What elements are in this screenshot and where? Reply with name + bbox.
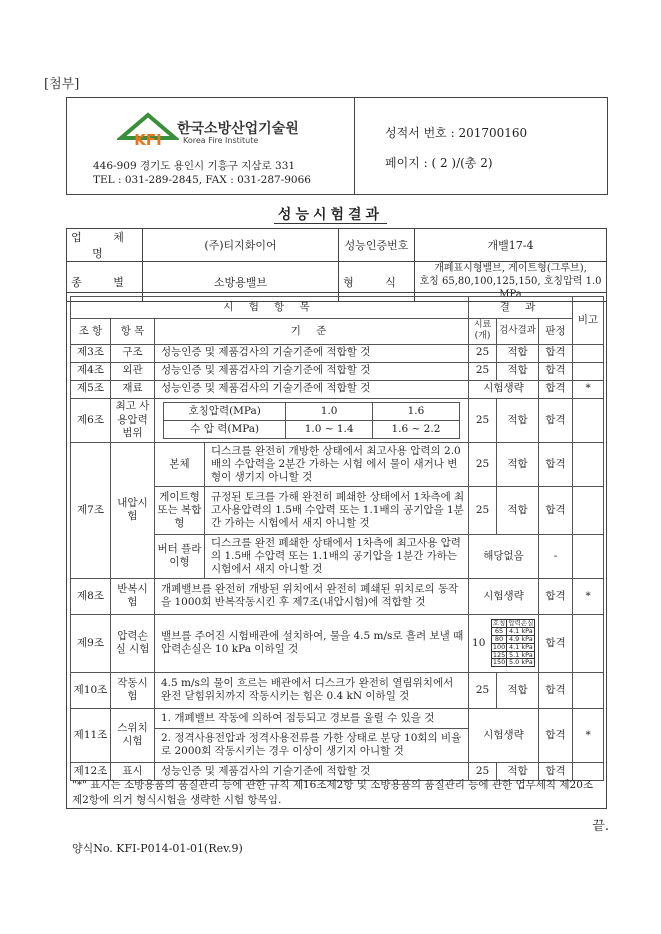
samples-cell: 25 (469, 762, 497, 780)
mini-loss: 4.1 kPa (507, 643, 535, 651)
item-cell: 반복시험 (111, 578, 155, 614)
attachment-label: [첨부] (44, 77, 80, 92)
standard-cell: 밸브를 주어진 시험배관에 설치하여, 물을 4.5 m/s로 흘려 보낼 때 압력손실은 10 kPa 이하일 것 (155, 614, 469, 672)
table-row-3 (71, 344, 604, 362)
remark-cell (573, 534, 604, 578)
table-row-4 (71, 362, 604, 380)
mini-loss: 5.1 kPa (507, 651, 535, 659)
header-row-1 (71, 297, 604, 319)
table-row-11a (71, 708, 604, 728)
mini-size: 100 (492, 642, 506, 651)
col-standard: 기 준 (155, 319, 469, 345)
type-label: 종 별 (67, 262, 143, 302)
kfi-logo (117, 112, 179, 148)
col-clause: 조 항 (71, 319, 111, 345)
table-row-9 (71, 614, 604, 672)
standard-cell: 개폐밸브를 완전히 개방된 위치에서 완전히 폐쇄된 위치로의 동작을 1000회 반복작동시킨 후 제7조(내압시험)에 적합할 것 (155, 578, 469, 614)
samples-result-cell: 시험생략 (469, 380, 539, 398)
table-row-7a (71, 442, 604, 486)
mini-size: 65 (491, 628, 507, 636)
result-cell: 적합 (497, 762, 539, 780)
footnote: "*" 표시는 소방용품의 품질관리 등에 관한 규칙 제16조제2항 및 소방용품의 품질관리 등에 관한 업무세칙 제20조제2항에 의거 형식시험을 생략한 시험 항목임. (72, 779, 594, 807)
result-cell: 적합 (497, 362, 539, 380)
logo-text: KFI (134, 131, 162, 148)
page-title-text: 성능시험결과 (274, 207, 387, 224)
result-cell: 적합 (497, 398, 539, 442)
hydro-label: 수 압 력(MPa) (164, 420, 286, 438)
item-cell: 최고 사용압력 범위 (111, 398, 155, 442)
mini-size: 150 (492, 658, 506, 667)
judgement-cell: 합격 (539, 442, 573, 486)
certificate-number: 성적서 번호 : 201700160 (385, 126, 528, 140)
results-table (70, 296, 604, 781)
org-name-ko: 한국소방산업기술원 (177, 121, 299, 137)
clause-cell: 제12조 (71, 762, 111, 780)
mini-loss: 4.1 kPa (507, 628, 535, 636)
mini-head-loss: 압력손실 (508, 619, 534, 628)
nominal-value-2: 1.6 (373, 402, 460, 420)
standard-cell: 규정된 토크를 가해 완전히 폐쇄한 상태에서 1차측에 최고사용압력의 1.5배 수압력 또는 1.1배의 공기압을 1분간 가하는 시험에서 새지 아니할 것 (205, 486, 469, 534)
item-cell: 작동시험 (111, 672, 155, 708)
mini-loss: 5.0 kPa (507, 659, 535, 667)
info-row-company (67, 229, 607, 262)
type-value: 소방용밸브 (143, 262, 339, 302)
judgement-cell: 합격 (539, 708, 573, 762)
item-cell: 내압시험 (111, 442, 155, 578)
table-row-8 (71, 578, 604, 614)
info-table (66, 228, 607, 302)
clause-cell: 제10조 (71, 672, 111, 708)
sub-item-cell: 본체 (155, 442, 205, 486)
remark-cell (573, 672, 604, 708)
org-address: 446-909 경기도 용인시 기흥구 지삼로 331 (93, 160, 296, 172)
col-result: 검사결과 (497, 319, 539, 345)
standard-cell: 성능인증 및 제품검사의 기술기준에 적합할 것 (155, 380, 469, 398)
company-label: 업 체 명 (67, 229, 143, 262)
org-block (67, 98, 353, 194)
col-samples: 시료(개) (469, 319, 497, 345)
clause-cell: 제5조 (71, 380, 111, 398)
result-cell: 적합 (497, 672, 539, 708)
samples-result-cell: 해당없음 (469, 534, 539, 578)
nominal-label: 호칭압력(MPa) (164, 402, 286, 420)
org-tel-fax: TEL : 031-289-2845, FAX : 031-287-9066 (93, 174, 311, 186)
org-name-en: Korea Fire Institute (183, 136, 259, 145)
header-items: 시 험 항 목 (71, 297, 469, 319)
end-mark: 끝. (592, 819, 609, 834)
remark-cell (573, 442, 604, 486)
pressure-range-table (163, 402, 460, 439)
clause-cell: 제7조 (71, 442, 111, 578)
judgement-cell: 합격 (539, 762, 573, 780)
remark-cell: * (573, 578, 604, 614)
clause-cell: 제3조 (71, 344, 111, 362)
hydro-pressure-row (164, 420, 460, 438)
judgement-cell: 합격 (539, 672, 573, 708)
cert-no-label: 성능인증번호 (339, 229, 415, 262)
samples-cell: 25 (469, 398, 497, 442)
item-cell: 외관 (111, 362, 155, 380)
sub-item-cell: 버터 플라이형 (155, 534, 205, 578)
pressure-loss-result-cell (469, 614, 539, 672)
mini-head-size: 호칭 (492, 619, 506, 628)
samples-cell: 25 (469, 672, 497, 708)
judgement-cell: 합격 (539, 398, 573, 442)
standard-cell: 성능인증 및 제품검사의 기술기준에 적합할 것 (155, 762, 469, 780)
item-cell: 스위치 시험 (111, 708, 155, 762)
col-item: 항 목 (111, 319, 155, 345)
remark-cell: * (573, 380, 604, 398)
remark-cell (573, 398, 604, 442)
samples-cell: 25 (469, 344, 497, 362)
remark-cell (573, 486, 604, 534)
samples-value: 10 (472, 637, 486, 650)
judgement-cell: 합격 (539, 486, 573, 534)
judgement-cell: 합격 (539, 380, 573, 398)
form-number: 양식No. KFI-P014-01-01(Rev.9) (72, 842, 243, 855)
nominal-value-1: 1.0 (286, 402, 373, 420)
samples-cell: 25 (469, 362, 497, 380)
col-judgement: 판정 (539, 319, 573, 345)
samples-cell: 25 (469, 486, 497, 534)
standard-cell: 4.5 m/s의 물이 흐르는 배관에서 디스크가 완전히 열림위치에서 완전 닫힘위치까지 작동시키는 힘은 0.4 kN 이하일 것 (155, 672, 469, 708)
clause-cell: 제8조 (71, 578, 111, 614)
hydro-value-2: 1.6 ~ 2.2 (373, 420, 460, 438)
pressure-loss-row (491, 659, 535, 667)
standard-cell: 1. 개폐밸브 작동에 의하여 점등되고 경보를 울릴 수 있을 것 (155, 708, 469, 728)
table-row-10 (71, 672, 604, 708)
table-row-6 (71, 398, 604, 442)
mini-size: 80 (491, 635, 507, 643)
cert-no-value: 개밸17-4 (415, 229, 607, 262)
pressure-loss-table (491, 619, 536, 667)
clause-cell: 제4조 (71, 362, 111, 380)
model-value-line1: 개폐표시형밸브, 게이트형(그루브), (434, 263, 587, 274)
cert-block (354, 98, 607, 194)
document-header (66, 97, 608, 195)
standard-cell: 성능인증 및 제품검사의 기술기준에 적합할 것 (155, 344, 469, 362)
hydro-value-1: 1.0 ~ 1.4 (286, 420, 373, 438)
page-title (0, 204, 661, 224)
sub-item-cell: 게이트형 또는 복합형 (155, 486, 205, 534)
samples-result-cell: 시험생략 (469, 708, 539, 762)
samples-result-cell: 시험생략 (469, 578, 539, 614)
remark-cell: * (573, 708, 604, 762)
judgement-cell: - (539, 534, 573, 578)
header-row-2 (71, 319, 604, 345)
judgement-cell: 합격 (539, 344, 573, 362)
judgement-cell: 합격 (539, 362, 573, 380)
result-cell: 적합 (497, 486, 539, 534)
remark-cell (573, 614, 604, 672)
item-cell: 구조 (111, 344, 155, 362)
clause-cell: 제11조 (71, 708, 111, 762)
standard-cell: 성능인증 및 제품검사의 기술기준에 적합할 것 (155, 362, 469, 380)
page-number: 페이지 : ( 2 )/(총 2) (385, 156, 493, 170)
result-cell: 적합 (497, 344, 539, 362)
header-result: 결 과 (469, 297, 573, 319)
result-cell: 적합 (497, 442, 539, 486)
remark-cell (573, 344, 604, 362)
standard-cell (155, 398, 469, 442)
pressure-loss-row (491, 643, 535, 651)
judgement-cell: 합격 (539, 614, 573, 672)
model-value-line2: 호칭 65,80,100,125,150, 호칭압력 1.0 MPa (419, 276, 602, 300)
judgement-cell: 합격 (539, 578, 573, 614)
mini-size: 125 (492, 650, 506, 659)
table-row-5 (71, 380, 604, 398)
item-cell: 표시 (111, 762, 155, 780)
model-label: 형 식 (339, 262, 415, 302)
clause-cell: 제9조 (71, 614, 111, 672)
item-cell: 재료 (111, 380, 155, 398)
standard-cell: 2. 정격사용전압과 정격사용전류를 가한 상태로 분당 10회의 비율로 2000회 작동시키는 경우 이상이 생기지 아니할 것 (155, 728, 469, 762)
header-remark: 비고 (573, 297, 604, 345)
nominal-pressure-row (164, 402, 460, 420)
company-value: (주)티지화이어 (143, 229, 339, 262)
samples-cell: 25 (469, 442, 497, 486)
standard-cell: 디스크를 완전 폐쇄한 상태에서 1차측에 최고사용 압력의 1.5배 수압력 또는 1.1배의 공기압을 1분간 가하는 시험에서 새지 아니할 것 (205, 534, 469, 578)
item-cell: 압력손실 시험 (111, 614, 155, 672)
clause-cell: 제6조 (71, 398, 111, 442)
remark-cell (573, 362, 604, 380)
standard-cell: 디스크를 완전히 개방한 상태에서 최고사용 압력의 2.0배의 수압력을 2분간 가하는 시험 에서 물이 새거나 변형이 생기지 아니할 것 (205, 442, 469, 486)
mini-loss: 4.9 kPa (507, 635, 535, 643)
